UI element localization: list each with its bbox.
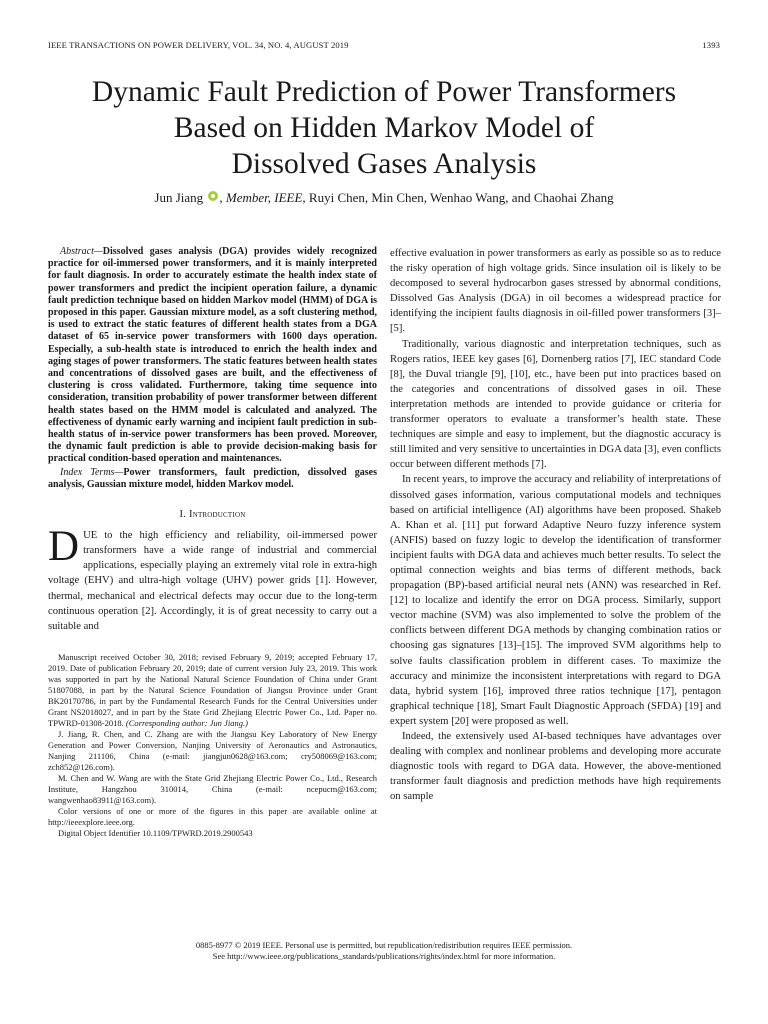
- footnote-affiliation-2: M. Chen and W. Wang are with the State Grid Zhejiang Electric Power Co., Ltd., Research Institute, Hangzhou 310014, China (e-mail: ncepucm@163.com; wangwenhao83911@163.com).: [48, 772, 377, 805]
- section-title: Introduction: [188, 509, 246, 521]
- footnotes: [48, 652, 377, 839]
- intro-lead: UE: [83, 530, 98, 542]
- abstract-label: Abstract—: [60, 246, 103, 257]
- body-paragraph-2: Traditionally, various diagnostic and interpretation techniques, such as Rogers ratios, IEEE key gases [6], Dornenberg ratios [7], IEC standard Code [8], the Duval triangle [9], [10], etc., have been put into practices based on the categories and concentrations of dissolved gases in oil. These interpretation methods are intended to provide guidance or criteria for transformer operators to evaluate a transformer’s health state. These techniques are simple and easy to implement, but the diagnostic accuracy is still limited and very sensitive to uncertainties in DGA data [3], even conflicts occur between different methods [7].: [390, 338, 721, 471]
- abstract: [48, 246, 377, 466]
- journal-name: IEEE TRANSACTIONS ON POWER DELIVERY, VOL. 34, NO. 4, AUGUST 2019: [48, 40, 349, 50]
- page-number: 1393: [702, 40, 720, 50]
- copyright-line-1: 0885-8977 © 2019 IEEE. Personal use is permitted, but republication/redistribution requires IEEE permission.: [195, 940, 573, 950]
- orcid-icon[interactable]: [208, 191, 218, 201]
- section-heading-introduction: [48, 507, 377, 522]
- index-terms: [48, 467, 377, 491]
- body-paragraph-3: In recent years, to improve the accuracy and reliability of interpretations of dissolved gases information, various computational models and techniques based on artificial intelligence (AI) algorithms have been proposed. Shakeb A. Khan et al. [11] put forward Adaptive Neuro fuzzy inference system (ANFIS) based on fuzzy logic to develop the identification of transformer incipient faults with DGA data and achieves much better results. To select the optimal connection weights and bias terms of different methods, back propagation (BP)-based artificial neural nets (ANN) was researched in Ref. [12] to localize and identify the error on DGA process. Similarly, support vector machine (SVM) was also implemented to solve the problem of the conflicts between different DGA methods by changing combination ratios or choosing gas signatures [13]–[15]. The improved SVM algorithms help to solve faults classification problem in different cases. To maximize the accuracy and minimize the inconsistent interpretations with regard to DGA data, hybrid system [16], improved three ratios technique [17], pentagon graphical technique [18], Smart Fault Diagnostic Approach (SFDA) [19] and expert system [20] were proposed as well.: [390, 474, 721, 727]
- title-line-3: Dissolved Gases Analysis: [231, 148, 537, 180]
- running-header: [48, 40, 720, 50]
- right-column: [390, 246, 721, 804]
- body-paragraph-1: effective evaluation in power transformers as early as possible so as to reduce the risky operation of high voltage grids. Since insulation oil is likely to be decomposed to several hydrocarbon gases stressed by abnormal conditions, Dissolved Gas Analysis (DGA) in oil becomes a widespread practice for identifying the incipient faults diagnosis in oil-filled power transformers [3]–[5].: [390, 248, 721, 335]
- index-terms-text: Power transformers, fault prediction, dissolved gases analysis, Gaussian mixture model, hidden Markov model.: [48, 466, 378, 490]
- intro-text: to the high efficiency and reliability, oil-immersed power transformers have a wide range of industrial and commercial applications, especially playing an extremely vital role in extra-high voltage (EHV) and ultra-high voltage (UHV) power grids [1]. However, thermal, mechanical and electrical defects may occur due to the long-term continuous operation [2]. Accordingly, it is of great necessity to carry out a suitable and: [48, 530, 377, 632]
- footnote-doi: Digital Object Identifier 10.1109/TPWRD.2019.2900543: [58, 827, 253, 838]
- corresponding-author: (Corresponding author: Jun Jiang.): [125, 717, 248, 728]
- paper-title: [40, 74, 728, 182]
- title-line-2: Based on Hidden Markov Model of: [173, 112, 595, 144]
- left-column: [48, 246, 377, 839]
- body-paragraph-4: Indeed, the extensively used AI-based techniques have advantages over dealing with complex and nonlinear problems and developing more accurate diagnostic tools with regard to DGA data. However, the above-mentioned transformer fault diagnosis and prediction methods have high requirements on sample: [390, 731, 721, 803]
- copyright-line-2: See http://www.ieee.org/publications_standards/publications/rights/index.html for more information.: [212, 951, 556, 961]
- footnote-affiliation-1: J. Jiang, R. Chen, and C. Zhang are with the Jiangsu Key Laboratory of New Energy Generation and Power Conversion, Nanjing University of Aeronautics and Astronautics, Nanjing 211106, China (e-mail: jiangjun0628@163.com; cry508069@163.com; zch852@126.com).: [48, 728, 377, 772]
- section-number: I.: [179, 509, 187, 521]
- footnote-manuscript: Manuscript received October 30, 2018; revised February 9, 2019; accepted February 17, 2019. Date of publication February 20, 2019; date of current version July 23, 2019. This work was supported in part by the National Natural Science Foundation of China under Grant 51807088, in part by the Natural Science Foundation of Jiangsu Province under Grant BK20170786, in part by the Fundamental Research Funds for the Central Universities under Grant NS2018027, and in part by the State Grid Zhejiang Electric Power Co., Ltd. Paper no. TPWRD-01308-2018. (Corresponding author: Jun Jiang.): [48, 651, 377, 728]
- author-membership: Member, IEEE: [225, 190, 303, 205]
- author-list: Jun Jiang , Member, IEEE, Ruyi Chen, Min Chen, Wenhao Wang, and Chaohai Zhang: [154, 190, 614, 205]
- drop-cap: D: [48, 523, 80, 571]
- index-terms-label: Index Terms—: [60, 466, 124, 478]
- copyright-notice: [48, 940, 720, 962]
- other-authors: , Ruyi Chen, Min Chen, Wenhao Wang, and Chaohai Zhang: [302, 190, 614, 205]
- footnote-color-versions: Color versions of one or more of the figures in this paper are available online at http://ieeexplore.ieee.org.: [48, 805, 377, 827]
- first-author: Jun Jiang: [154, 190, 204, 205]
- abstract-text: Dissolved gases analysis (DGA) provides widely recognized practice for oil-immersed power transformers, and it is mainly interpreted for fault diagnosis. In order to accurately estimate the health index state of power transformers and predict the incipient operation failure, a dynamic fault prediction technique based on hidden Markov model (HMM) of DGA is proposed in this paper. Gaussian mixture model, as a soft clustering method, is used to extract the static features of different health states from a DGA dataset of 65 in-service power transformers with 1600 days operation. Especially, a sub-health state is introduced to enrich the health index and aging stages of power transformers. The static features between health states and concentrations of dissolved gases are built, and the effectiveness of clustering is cross validated. Furthermore, taking time sequence into consideration, transition probability of power transformer between different health states based on the HMM model is calculated and analyzed. The effectiveness of dynamic early warning and incipient fault prediction in sub-health status of in-service power transformers has been proved. Moreover, the dynamic fault prediction is able to provide decision-making basis for practical condition-based operation and maintenances.: [48, 246, 377, 465]
- title-line-1: Dynamic Fault Prediction of Power Transformers: [91, 76, 677, 108]
- intro-paragraph: [48, 523, 377, 634]
